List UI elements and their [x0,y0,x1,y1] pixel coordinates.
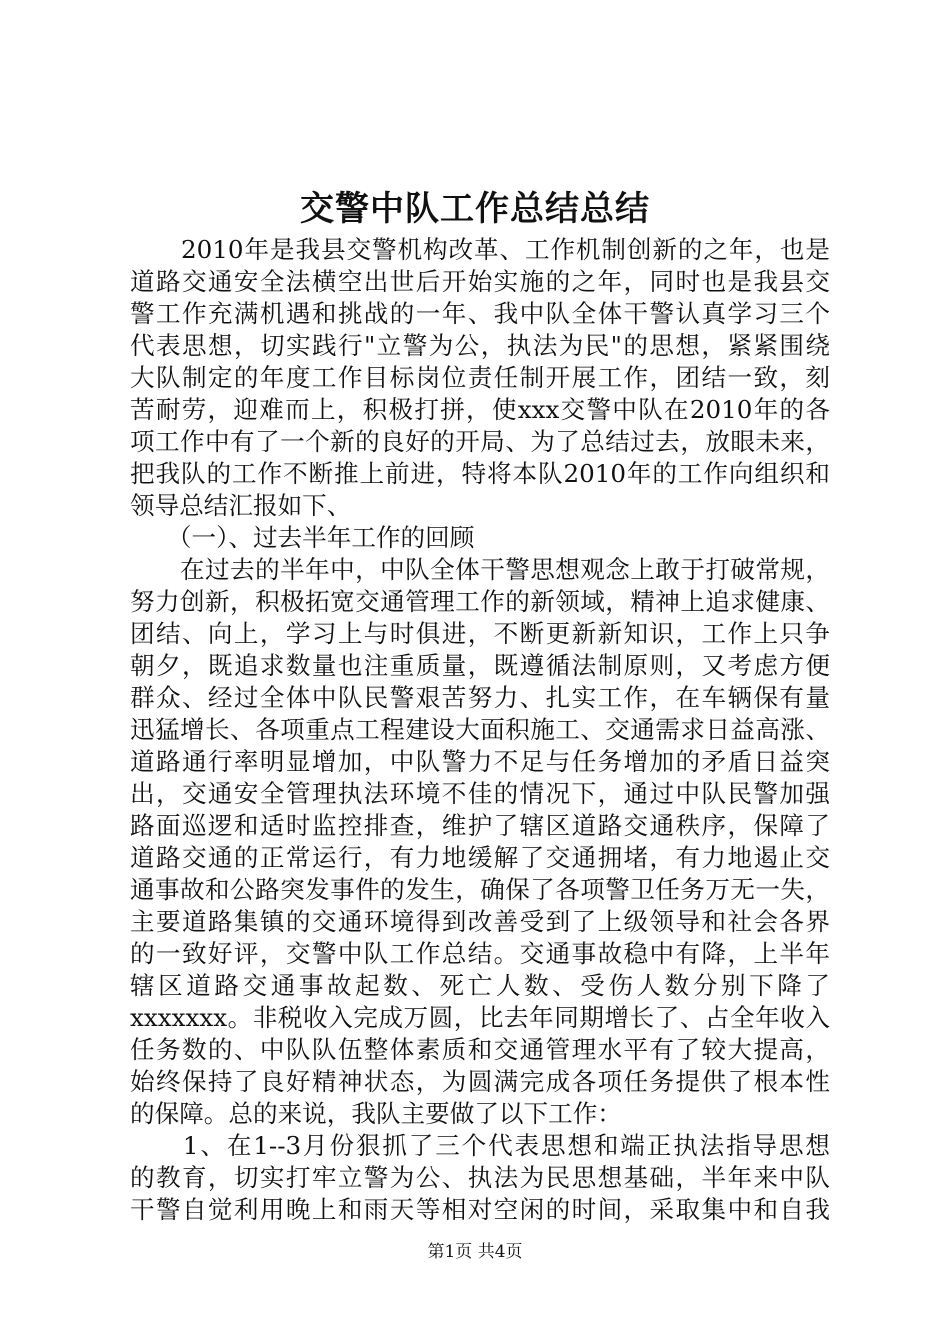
body-line: xxxxxxx。非税收入完成万圆，比去年同期增长了、占全年收入 [130,1003,830,1032]
body-line: 任务数的、中队队伍整体素质和交通管理水平有了较大提高， [130,1035,830,1064]
body-line: 在过去的半年中，中队全体干警思想观念上敢于打破常规， [130,555,830,584]
page-footer: 第1页 共4页 [427,1242,523,1262]
body-line: 努力创新，积极拓宽交通管理工作的新领域，精神上追求健康、 [130,587,830,616]
document-title: 交警中队工作总结总结 [300,189,650,229]
body-line: 辖区道路交通事故起数、死亡人数、受伤人数分别下降了 [130,971,830,1000]
body-line: 路面巡逻和适时监控排查，维护了辖区道路交通秩序，保障了 [130,811,830,840]
body-line: 的保障。总的来说，我队主要做了以下工作： [130,1099,622,1128]
body-line: 大队制定的年度工作目标岗位责任制开展工作，团结一致，刻 [130,363,830,392]
body-line: 始终保持了良好精神状态，为圆满完成各项任务提供了根本性 [130,1067,830,1096]
body-line: 苦耐劳，迎难而上，积极打拼，使xxx交警中队在2010年的各 [130,395,830,424]
body-line: 道路通行率明显增加，中队警力不足与任务增加的矛盾日益突 [130,747,830,776]
body-line: 警工作充满机遇和挑战的一年、我中队全体干警认真学习三个 [130,299,830,328]
body-line: 群众、经过全体中队民警艰苦努力、扎实工作，在车辆保有量 [130,683,830,712]
body-line: 迅猛增长、各项重点工程建设大面积施工、交通需求日益高涨、 [130,715,830,744]
body-line: 的一致好评，交警中队工作总结。交通事故稳中有降，上半年 [130,939,830,968]
body-line: 把我队的工作不断推上前进，特将本队2010年的工作向组织和 [130,459,830,488]
body-line: 干警自觉利用晚上和雨天等相对空闲的时间，采取集中和自我 [130,1195,830,1224]
body-line: 团结、向上，学习上与时俱进，不断更新新知识，工作上只争 [130,619,830,648]
body-line: 道路交通安全法横空出世后开始实施的之年，同时也是我县交 [130,267,830,296]
body-line: 通事故和公路突发事件的发生，确保了各项警卫任务万无一失， [130,875,830,904]
body-line: 道路交通的正常运行，有力地缓解了交通拥堵，有力地遏止交 [130,843,830,872]
body-line: 出，交通安全管理执法环境不佳的情况下，通过中队民警加强 [130,779,830,808]
body-line: 的教育，切实打牢立警为公、执法为民思想基础，半年来中队 [130,1163,830,1192]
body-line: 代表思想，切实践行"立警为公，执法为民"的思想，紧紧围绕 [130,331,830,360]
body-line: 2010年是我县交警机构改革、工作机制创新的之年，也是 [130,235,830,264]
section-heading: （一）、过去半年工作的回顾 [130,523,475,552]
body-line: 领导总结汇报如下、 [130,491,352,520]
body-line: 项工作中有了一个新的良好的开局、为了总结过去，放眼未来， [130,427,830,456]
document-body [130,234,830,1226]
body-line: 朝夕，既追求数量也注重质量，既遵循法制原则，又考虑方便 [130,651,830,680]
body-line: 主要道路集镇的交通环境得到改善受到了上级领导和社会各界 [130,907,830,936]
body-line: 1、在1--3月份狠抓了三个代表思想和端正执法指导思想 [130,1131,830,1160]
